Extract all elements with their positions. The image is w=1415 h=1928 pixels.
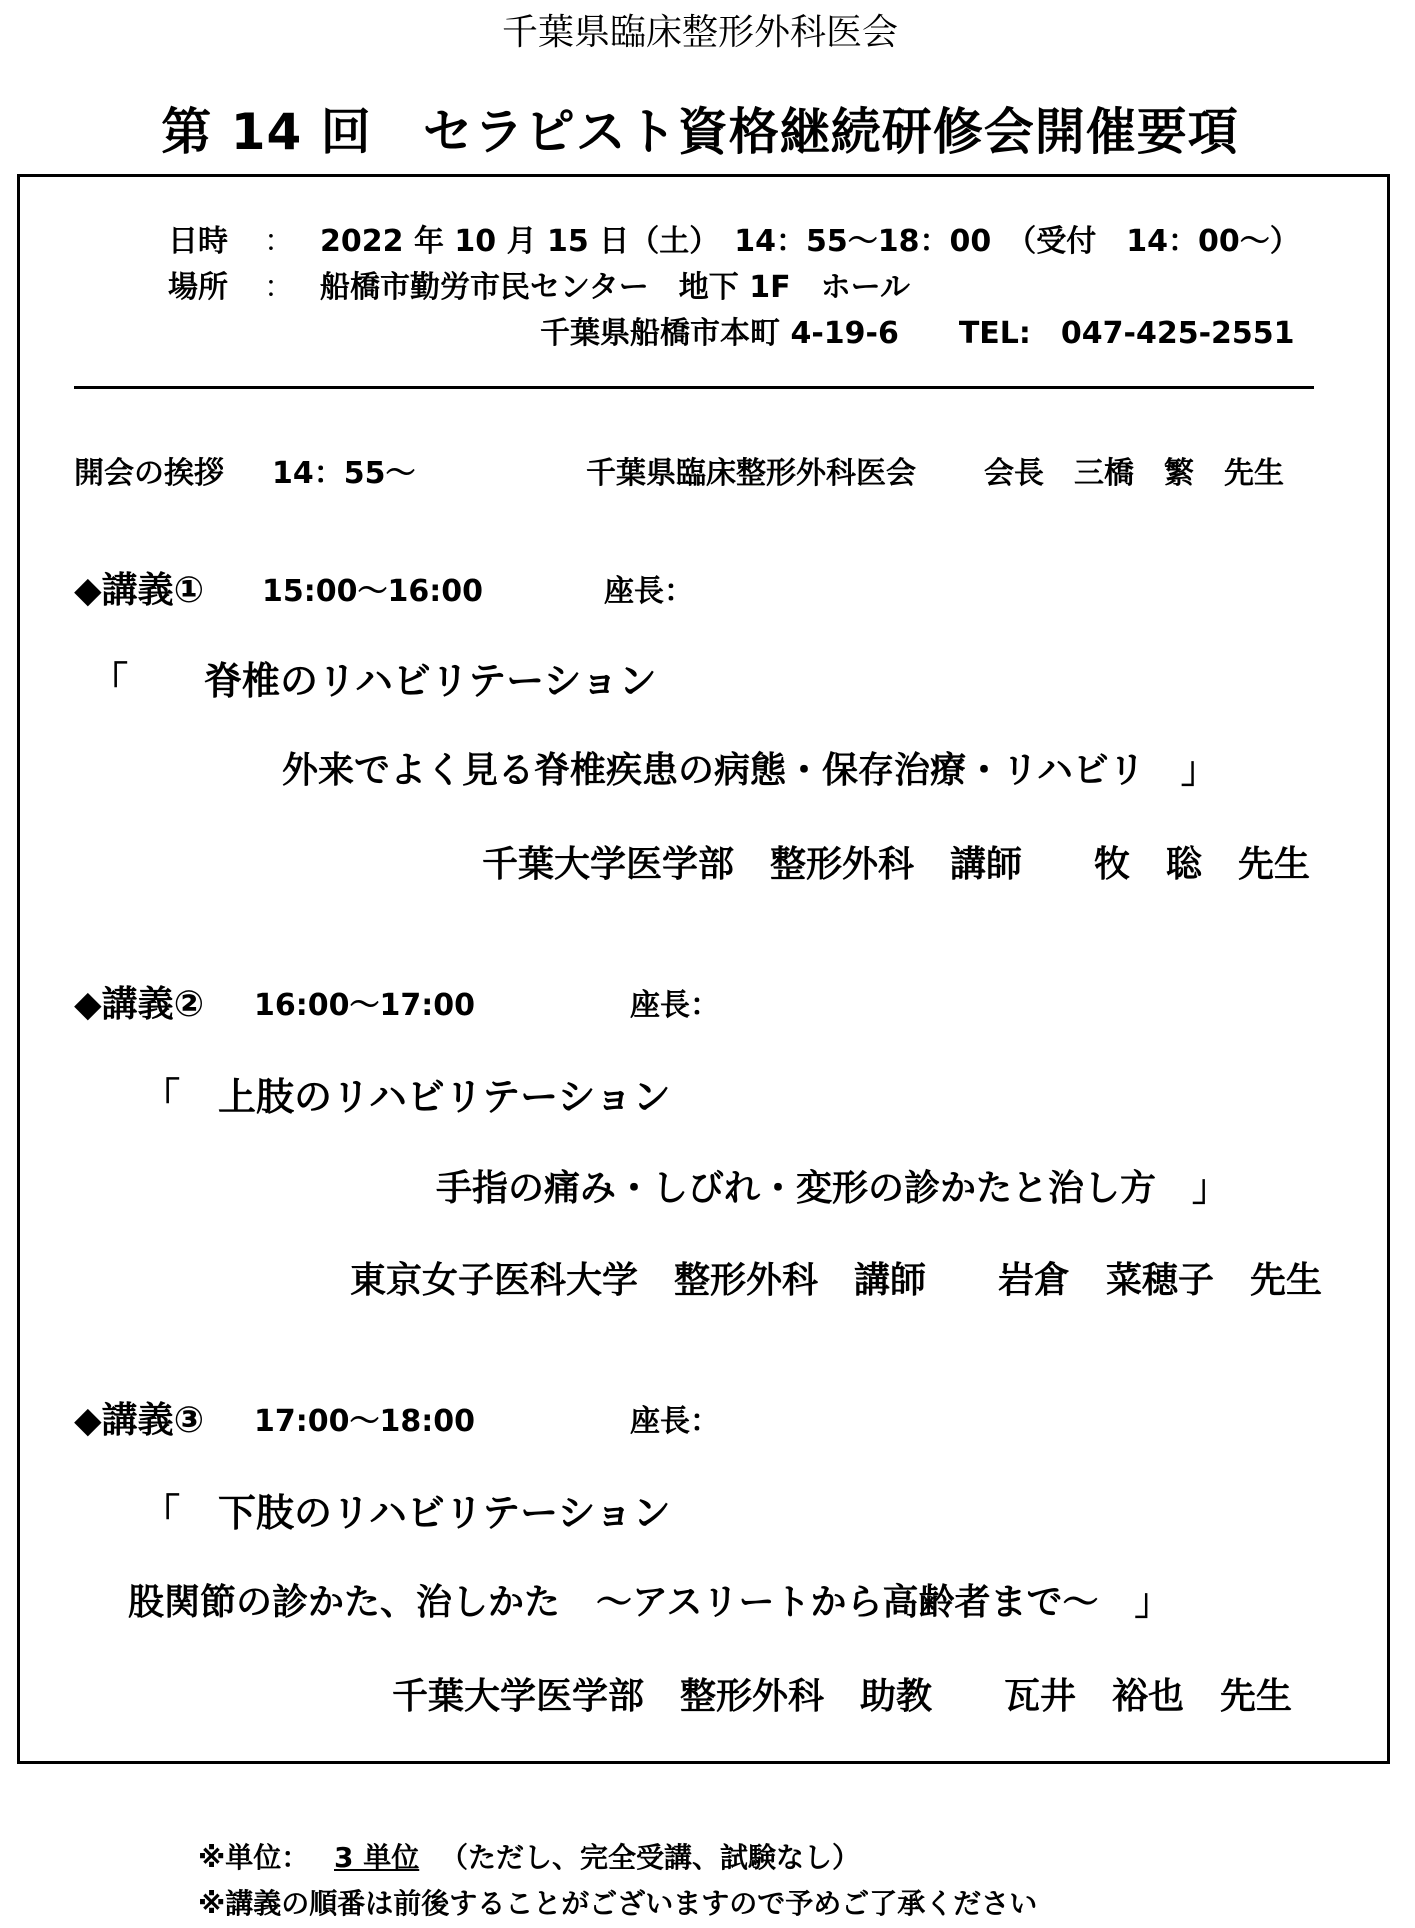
place-value: 船橋市勤労市民センター 地下 1F ホール (320, 270, 911, 305)
opening-label: 開会の挨拶 (74, 456, 224, 491)
lecture-1-time: 15:00～16:00 (262, 574, 483, 609)
lecture-3-subtitle: 股関節の診かた、治しかた ～アスリートから高齢者まで～ 」 (128, 1582, 1171, 1623)
lecture-3-chair: 座長： (630, 1404, 720, 1439)
lecture-2-time: 16:00～17:00 (254, 988, 475, 1023)
lecture-1-title: 「 脊椎のリハビリテーション (90, 659, 657, 703)
place-colon: ： (264, 270, 294, 305)
lecture-2-title: 「 上肢のリハビリテーション (142, 1075, 671, 1119)
lecture-2-heading: ◆講義② (74, 984, 205, 1025)
date-colon: ： (264, 224, 294, 259)
lecture-2-lecturer: 東京女子医科大学 整形外科 講師 岩倉 菜穂子 先生 (350, 1260, 1323, 1301)
divider (74, 386, 1314, 389)
credit-value: 3 単位 (334, 1841, 420, 1874)
lecture-3-time: 17:00～18:00 (254, 1404, 475, 1439)
lecture-1-heading: ◆講義① (74, 570, 205, 611)
credit-label: ※単位： (198, 1841, 310, 1874)
opening-speaker: 会長 三橋 繁 先生 (984, 456, 1284, 491)
lecture-3-title: 「 下肢のリハビリテーション (142, 1491, 671, 1535)
lecture-2-subtitle: 手指の痛み・しびれ・変形の診かたと治し方 」 (436, 1168, 1229, 1209)
lecture-1-chair: 座長： (604, 574, 694, 609)
lecture-1-lecturer: 千葉大学医学部 整形外科 講師 牧 聡 先生 (482, 844, 1311, 885)
lecture-2-chair: 座長： (630, 988, 720, 1023)
opening-time: 14：55～ (272, 456, 416, 491)
opening-org: 千葉県臨床整形外科医会 (586, 456, 916, 491)
date-label: 日時 (168, 224, 228, 259)
credit-note: （ただし、完全受講、試験なし） (440, 1841, 861, 1874)
order-note: ※講義の順番は前後することがございますので予めご了承ください (198, 1887, 1038, 1920)
organization-name: 千葉県臨床整形外科医会 (501, 12, 898, 53)
lecture-3-lecturer: 千葉大学医学部 整形外科 助教 瓦井 裕也 先生 (392, 1676, 1293, 1717)
document-title: 第 14 回 セラピスト資格継続研修会開催要項 (161, 103, 1239, 161)
venue-address: 千葉県船橋市本町 4-19-6 TEL: 047-425-2551 (540, 316, 1295, 351)
lecture-3-heading: ◆講義③ (74, 1400, 205, 1441)
lecture-1-subtitle: 外来でよく見る脊椎疾患の病態・保存治療・リハビリ 」 (282, 750, 1217, 791)
date-value: 2022 年 10 月 15 日（土） 14：55～18：00 （受付 14：00～） (320, 224, 1300, 259)
place-label: 場所 (168, 270, 228, 305)
